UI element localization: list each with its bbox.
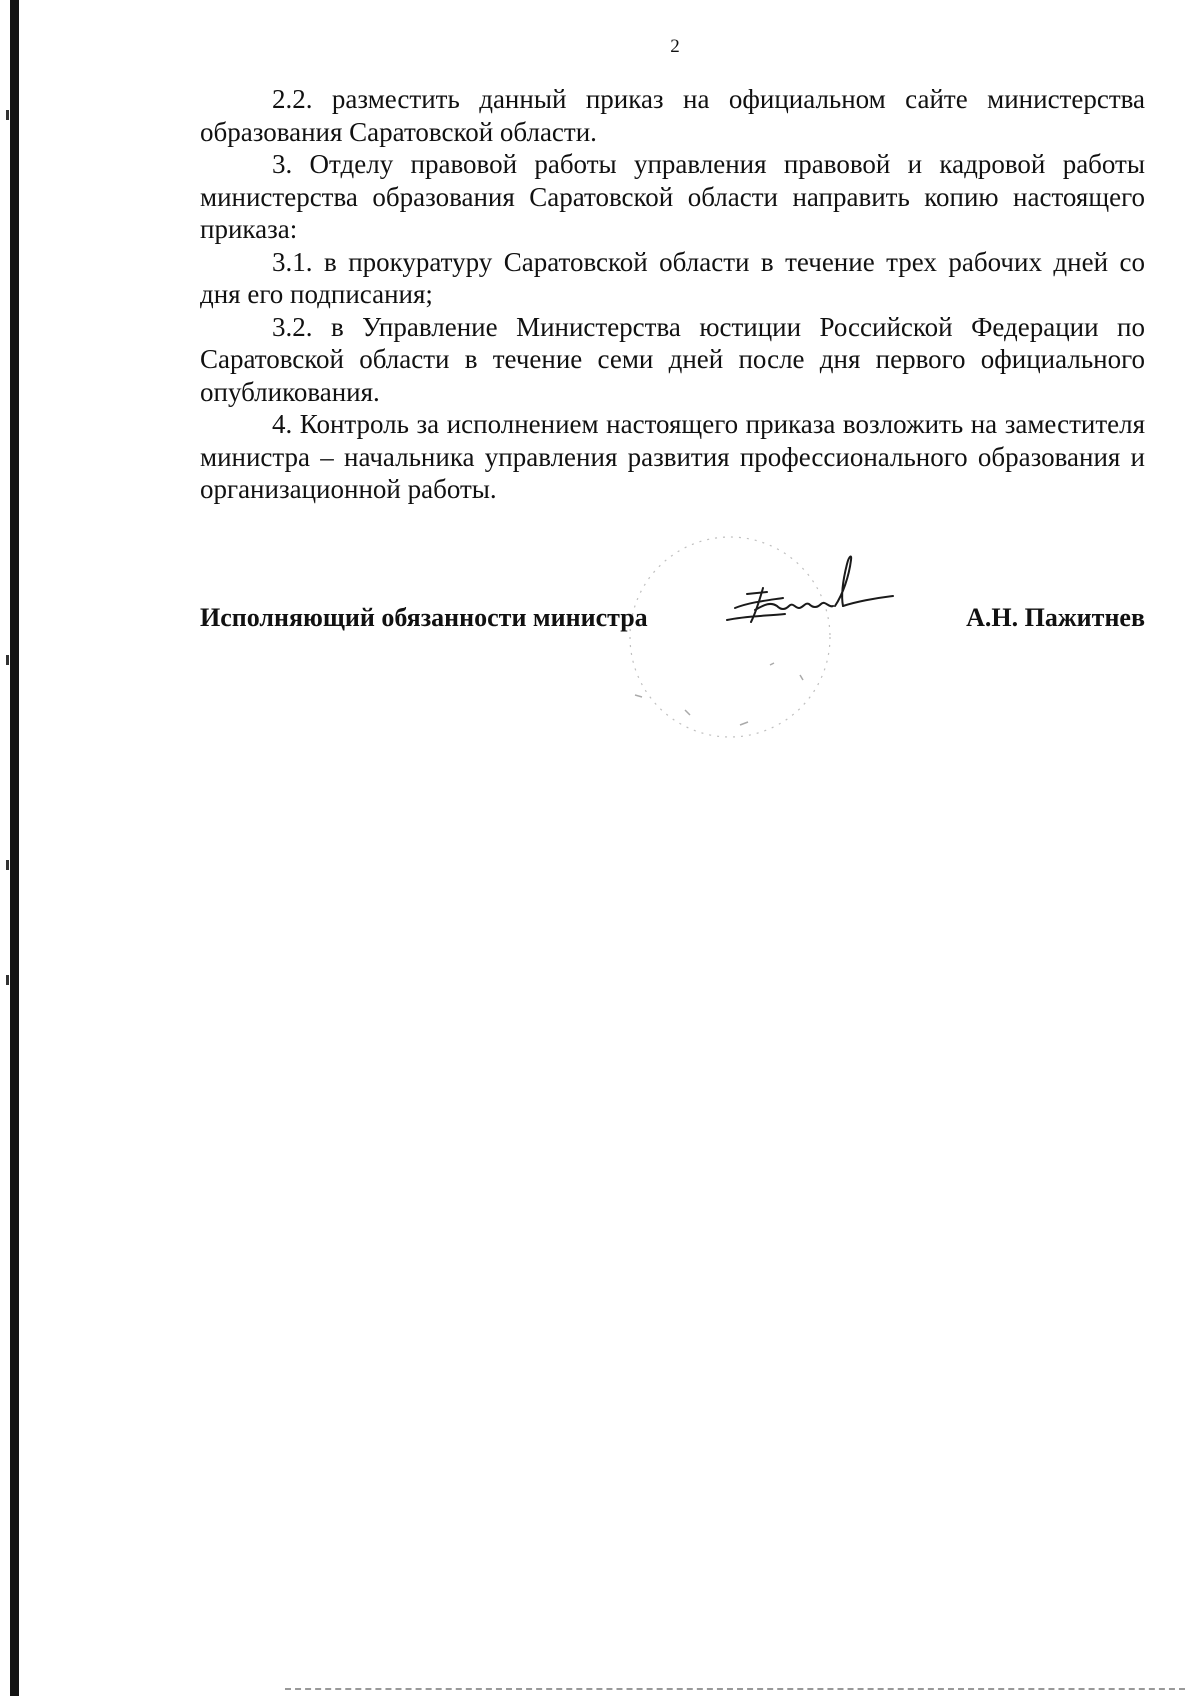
signatory-name: А.Н. Пажитнев xyxy=(966,603,1145,632)
signatory-position: Исполняющий обязанности министра xyxy=(200,603,648,632)
paragraph-3: 3. Отделу правовой работы управления правовой и кадровой работы министерства образования Саратовской области направить копию настоящего приказа: xyxy=(200,149,1145,244)
scan-artifact-mark xyxy=(6,860,9,870)
scan-artifact-mark xyxy=(6,655,9,665)
scan-left-edge xyxy=(10,0,19,1696)
page-number: 2 xyxy=(670,36,680,57)
paragraph-3-2: 3.2. в Управление Министерства юстиции Российской Федерации по Саратовской области в течение семи дней после дня первого официального опубликования. xyxy=(200,311,1145,407)
document-body xyxy=(200,83,1145,506)
paragraph-3-1: 3.1. в прокуратуру Саратовской области в течение трех рабочих дней со дня его подписания; xyxy=(200,246,1145,309)
paragraph-4: 4. Контроль за исполнением настоящего приказа возложить на заместителя министра – начальника управления развития профессионального образования и организационной работы. xyxy=(200,409,1145,504)
signature-block xyxy=(200,603,1145,643)
scan-artifact-mark xyxy=(6,975,9,985)
scan-bottom-artifact xyxy=(285,1688,1185,1690)
paragraph-2-2: 2.2. разместить данный приказ на официальном сайте министерства образования Саратовской области. xyxy=(200,84,1145,147)
scan-artifact-mark xyxy=(6,110,9,120)
